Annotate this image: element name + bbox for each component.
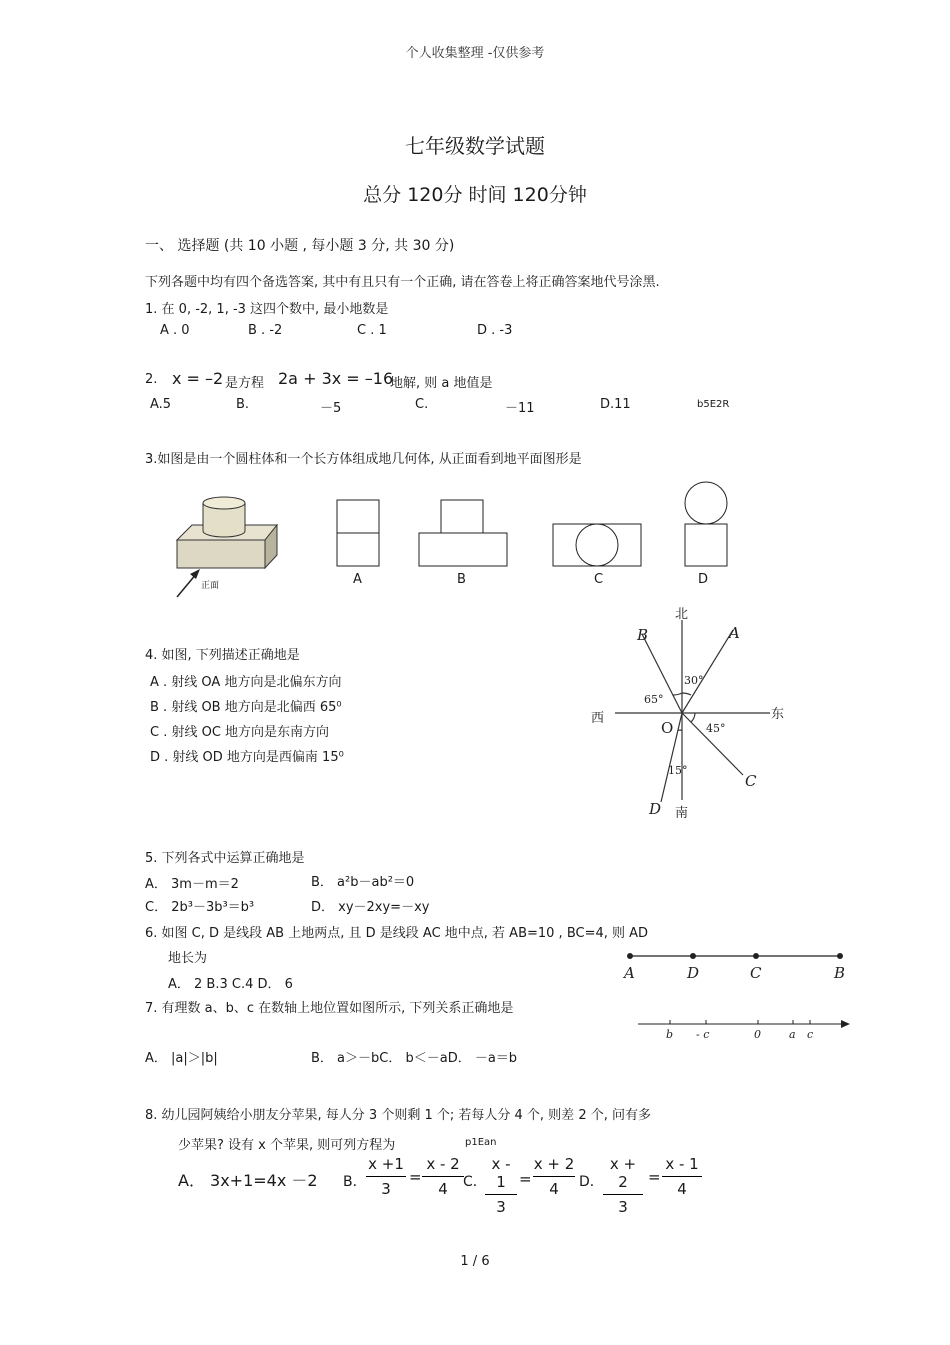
numerator: x +1 — [368, 1155, 404, 1173]
q8-code: p1Ean — [465, 1137, 497, 1148]
label-east: 东 — [771, 707, 785, 722]
q8-frac-d-right — [662, 1155, 702, 1198]
q7-stem: 7. 有理数 a、b、c 在数轴上地位置如图所示, 下列关系正确地是 — [145, 1001, 514, 1016]
option-b-figure — [419, 500, 507, 566]
point-a: A — [624, 964, 635, 982]
ray-oa — [682, 630, 733, 713]
arc-45 — [691, 713, 695, 722]
page-number: 1 / 6 — [460, 1254, 490, 1269]
denominator: 3 — [496, 1198, 506, 1216]
point-d: D — [687, 964, 700, 982]
q6-stem: 6. 如图 C, D 是线段 AB 上地两点, 且 D 是线段 AC 地中点, 若 AB=10 , BC=4, 则 AD — [145, 926, 649, 941]
section-heading: 一、 选择题 (共 10 小题 , 每小题 3 分, 共 30 分) — [145, 238, 455, 254]
q3-label-d: D — [698, 572, 709, 587]
label-west: 西 — [591, 711, 605, 726]
q6-stem-2: 地长为 — [168, 951, 208, 966]
numerator: x + 2 — [609, 1155, 637, 1191]
axis-label-c: c — [807, 1028, 814, 1041]
page-header: 个人收集整理 -仅供参考 — [405, 46, 545, 61]
q8-option-b-label: B． — [343, 1174, 367, 1190]
angle-65: 65° — [644, 693, 664, 706]
q2-option-b-label: B. — [236, 397, 250, 412]
q7-option-rest: B． a＞－bC． b＜－aD． －a＝b — [311, 1051, 518, 1066]
q3-label-a: A — [353, 572, 362, 587]
numerator: x - 1 — [491, 1155, 511, 1191]
point-b: B — [834, 964, 846, 982]
q3-figure — [165, 475, 735, 605]
q4-option-d: D . 射线 OD 地方向是西偏南 15⁰ — [150, 750, 344, 765]
q8-stem: 8. 幼儿园阿姨给小朋友分苹果, 每人分 3 个则剩 1 个; 若每人分 4 个, 则差 2 个, 问有多 — [145, 1108, 651, 1123]
q2-equation-main: 2a + 3x = –16 — [278, 369, 394, 388]
q2-option-d: D.11 — [600, 397, 631, 412]
axis-label-a: a — [789, 1028, 796, 1041]
q2-option-b-value: －5 — [320, 401, 342, 416]
q5-option-c: C． 2b³－3b³＝b³ — [145, 900, 255, 915]
q4-option-a: A . 射线 OA 地方向是北偏东方向 — [150, 675, 342, 690]
option-c-figure — [553, 524, 641, 566]
equals-c: = — [519, 1170, 532, 1188]
label-north: 北 — [675, 607, 689, 622]
q6-options: A． 2 B.3 C.4 D． 6 — [168, 977, 293, 992]
q7-option-a: A． |a|＞|b| — [145, 1051, 218, 1066]
front-label: 正面 — [201, 581, 220, 591]
q6-segment-figure — [620, 943, 860, 985]
denominator: 4 — [549, 1180, 559, 1198]
q5-stem: 5. 下列各式中运算正确地是 — [145, 851, 305, 866]
axis-label-b: b — [666, 1028, 674, 1041]
exam-title: 七年级数学试题 — [405, 134, 545, 158]
point-c: C — [750, 964, 762, 982]
axis-label-zero: 0 — [754, 1028, 761, 1041]
arc-30 — [682, 693, 691, 695]
solid-figure — [177, 497, 277, 568]
arc-65 — [673, 693, 682, 695]
q2-text-2: 地解, 则 a 地值是 — [390, 376, 493, 391]
front-arrow — [177, 569, 200, 597]
q1-option-c: C . 1 — [357, 323, 387, 338]
q8-option-c-label: C． — [463, 1174, 487, 1190]
q1-option-b: B . -2 — [248, 323, 283, 338]
option-a-figure — [337, 500, 379, 566]
q5-option-b: B． a²b－ab²＝0 — [311, 875, 415, 890]
q5-option-a: A． 3m－m＝2 — [145, 877, 239, 892]
q8-stem-2: 少苹果? 设有 x 个苹果, 则可列方程为 — [178, 1138, 396, 1153]
q1-option-d: D . -3 — [477, 323, 513, 338]
section-instruction: 下列各题中均有四个备选答案, 其中有且只有一个正确, 请在答卷上将正确答案地代号涂黑. — [145, 275, 660, 290]
q2-number: 2. — [145, 372, 158, 387]
q1-stem: 1. 在 0, -2, 1, -3 这四个数中, 最小地数是 — [145, 302, 389, 317]
angle-45: 45° — [706, 722, 726, 735]
q2-option-a: A.5 — [150, 397, 172, 412]
q2-text-1: 是方程 — [225, 376, 265, 391]
label-south: 南 — [675, 806, 689, 821]
numerator: x + 2 — [533, 1155, 575, 1173]
equals-d: = — [648, 1168, 661, 1186]
denominator: 3 — [381, 1180, 391, 1198]
q4-option-c: C . 射线 OC 地方向是东南方向 — [150, 725, 330, 740]
option-d-figure — [685, 482, 727, 566]
q2-option-c-label: C. — [415, 397, 429, 412]
q2-option-c-value: －11 — [505, 401, 535, 416]
label-o: O — [661, 719, 674, 737]
angle-30: 30° — [684, 674, 704, 687]
q8-frac-c-right — [533, 1155, 575, 1198]
q8-frac-b-left — [366, 1155, 406, 1198]
denominator: 3 — [618, 1198, 628, 1216]
equals-b: = — [409, 1168, 422, 1186]
q1-option-a: A . 0 — [160, 323, 190, 338]
q3-label-c: C — [594, 572, 604, 587]
denominator: 4 — [438, 1180, 448, 1198]
denominator: 4 — [677, 1180, 687, 1198]
angle-15: 15° — [668, 764, 688, 777]
q5-option-d: D． xy－2xy=－xy — [311, 900, 430, 915]
q7-number-line — [630, 1012, 855, 1044]
q3-stem: 3.如图是由一个圆柱体和一个长方体组成地几何体, 从正面看到地平面图形是 — [145, 452, 582, 467]
q4-compass-figure — [585, 600, 805, 825]
q8-frac-b-right — [422, 1155, 464, 1198]
q8-option-a: A． 3x+1=4x －2 — [178, 1171, 318, 1190]
label-a: A — [729, 624, 740, 642]
label-d: D — [649, 800, 662, 818]
q8-frac-c-left — [485, 1155, 517, 1216]
q4-stem: 4. 如图, 下列描述正确地是 — [145, 648, 300, 663]
q2-code: b5E2R — [697, 399, 730, 410]
axis-label-neg-c: - c — [696, 1028, 710, 1041]
label-c: C — [745, 772, 757, 790]
label-b: B — [637, 626, 649, 644]
exam-subtitle: 总分 120分 时间 120分钟 — [363, 184, 587, 206]
q2-equation-x: x = –2 — [172, 369, 224, 388]
numerator: x - 1 — [665, 1155, 699, 1173]
q8-frac-d-left — [603, 1155, 643, 1216]
numerator: x - 2 — [426, 1155, 460, 1173]
q3-label-b: B — [457, 572, 466, 587]
q8-option-d-label: D． — [579, 1174, 604, 1190]
q4-option-b: B . 射线 OB 地方向是北偏西 65⁰ — [150, 700, 342, 715]
